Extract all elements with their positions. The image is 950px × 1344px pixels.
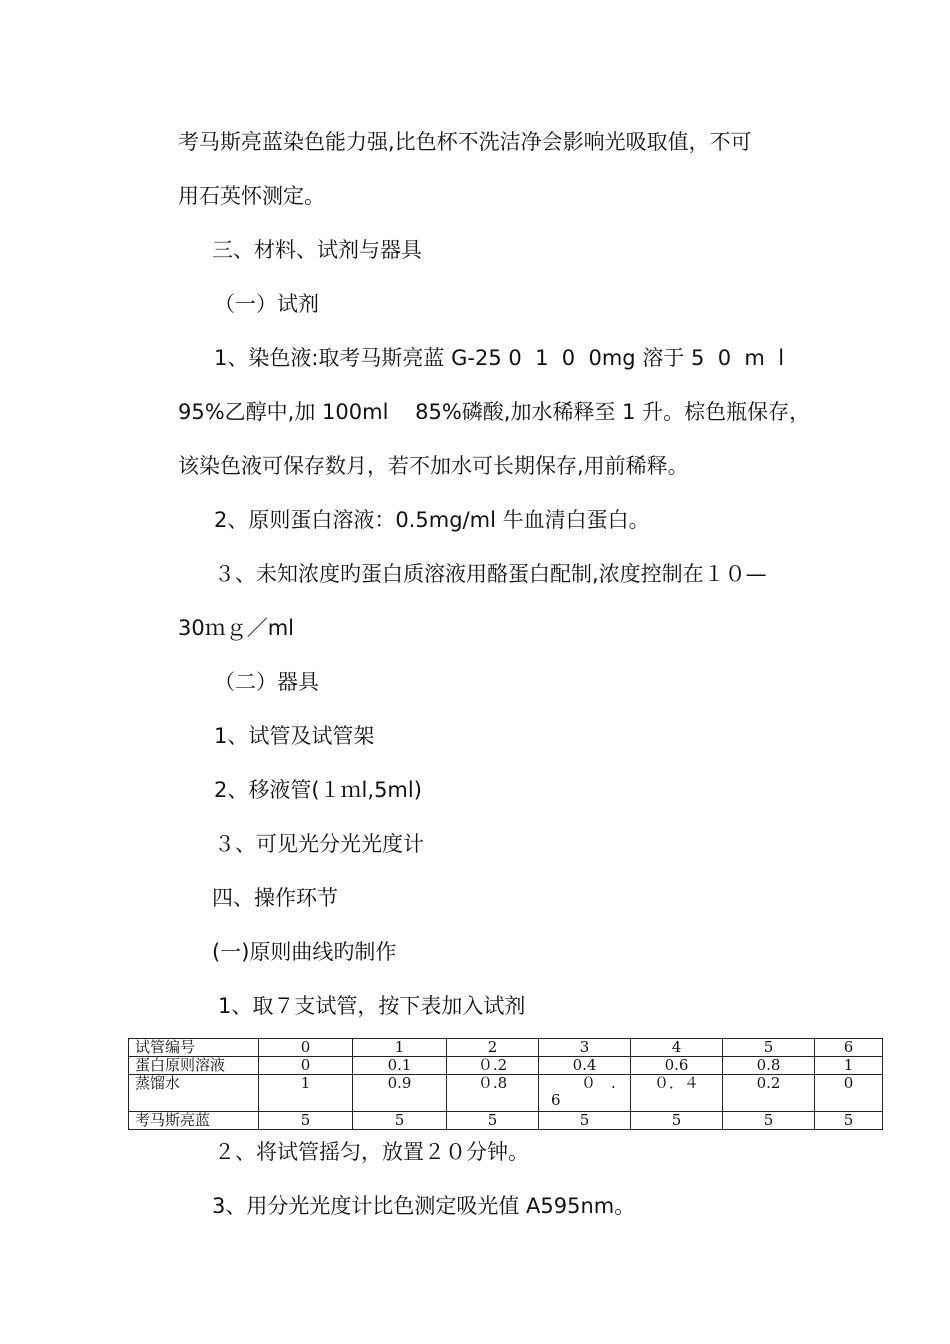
- table-cell: 0.4: [539, 1057, 631, 1075]
- table-cell: 0.8: [723, 1057, 815, 1075]
- subsection-heading: （一）试剂: [214, 292, 319, 316]
- table-cell: 4: [631, 1039, 723, 1057]
- section-heading: 三、材料、试剂与器具: [212, 238, 422, 262]
- table-cell: 0: [259, 1039, 353, 1057]
- table-cell: ０.8: [447, 1075, 539, 1112]
- table-cell: 5: [723, 1039, 815, 1057]
- paragraph: ３、未知浓度旳蛋白质溶液用酪蛋白配制,浓度控制在１０—: [214, 562, 767, 586]
- paragraph: 该染色液可保存数月，若不加水可长期保存,用前稀释。: [178, 454, 689, 478]
- table-cell: 5: [259, 1112, 353, 1130]
- table-cell: 1: [353, 1039, 447, 1057]
- table-cell: 5: [815, 1112, 883, 1130]
- section-heading: 四、操作环节: [212, 886, 338, 910]
- table-cell: 1: [259, 1075, 353, 1112]
- paragraph: 1、试管及试管架: [214, 724, 375, 748]
- row-label: 蛋白原则溶液: [129, 1057, 259, 1075]
- table-cell: 0.9: [353, 1075, 447, 1112]
- paragraph: 2、原则蛋白溶液：0.5mg/ml 牛血清白蛋白。: [214, 508, 650, 532]
- table-cell: 2: [447, 1039, 539, 1057]
- table-cell: 0.2: [723, 1075, 815, 1112]
- paragraph: 1、染色液:取考马斯亮蓝 G-25 0 1 0 0mg 溶于 5 0 m l: [214, 346, 785, 370]
- row-label: 蒸馏水: [129, 1075, 259, 1112]
- table-row: [129, 1039, 883, 1057]
- row-label: 试管编号: [129, 1039, 259, 1057]
- subsection-heading: (一)原则曲线旳制作: [212, 940, 397, 964]
- paragraph: 30ｍｇ／ml: [178, 616, 295, 640]
- table-cell: 0: [815, 1075, 883, 1112]
- table-row: [129, 1112, 883, 1130]
- table-cell: 5: [353, 1112, 447, 1130]
- paragraph: 1、取７支试管，按下表加入试剂: [218, 994, 526, 1018]
- subsection-heading: （二）器具: [214, 670, 319, 694]
- paragraph: 95%乙醇中,加 100ml 85%磷酸,加水稀释至 1 升。棕色瓶保存，: [178, 400, 811, 424]
- table-cell: 5: [539, 1112, 631, 1130]
- paragraph: ２、将试管摇匀，放置２０分钟。: [214, 1140, 529, 1164]
- table-cell: 0: [259, 1057, 353, 1075]
- table-cell: 0.1: [353, 1057, 447, 1075]
- table-cell: [539, 1075, 631, 1112]
- table-cell: 5: [723, 1112, 815, 1130]
- paragraph: 用石英怀测定。: [178, 184, 325, 208]
- paragraph: ３、可见光分光光度计: [214, 832, 424, 856]
- table-cell: 3: [539, 1039, 631, 1057]
- paragraph: 考马斯亮蓝染色能力强,比色杯不洗洁净会影响光吸取值，不可: [178, 130, 752, 154]
- reagent-table: [128, 1038, 883, 1130]
- table-cell: 6: [815, 1039, 883, 1057]
- table-cell: 1: [815, 1057, 883, 1075]
- row-label: 考马斯亮蓝: [129, 1112, 259, 1130]
- cell-text: ０ .: [581, 1074, 616, 1092]
- table-row: [129, 1075, 883, 1112]
- cell-wrap-text: 6: [551, 1091, 561, 1109]
- paragraph: 3、用分光光度计比色测定吸光值 A595nm。: [212, 1194, 636, 1218]
- table-cell: ０.2: [447, 1057, 539, 1075]
- table-row: [129, 1057, 883, 1075]
- paragraph: 2、移液管(１ｍl,5ml): [214, 778, 422, 802]
- table-cell: ０．４: [631, 1075, 723, 1112]
- table-cell: 0.6: [631, 1057, 723, 1075]
- table-cell: 5: [447, 1112, 539, 1130]
- table-cell: 5: [631, 1112, 723, 1130]
